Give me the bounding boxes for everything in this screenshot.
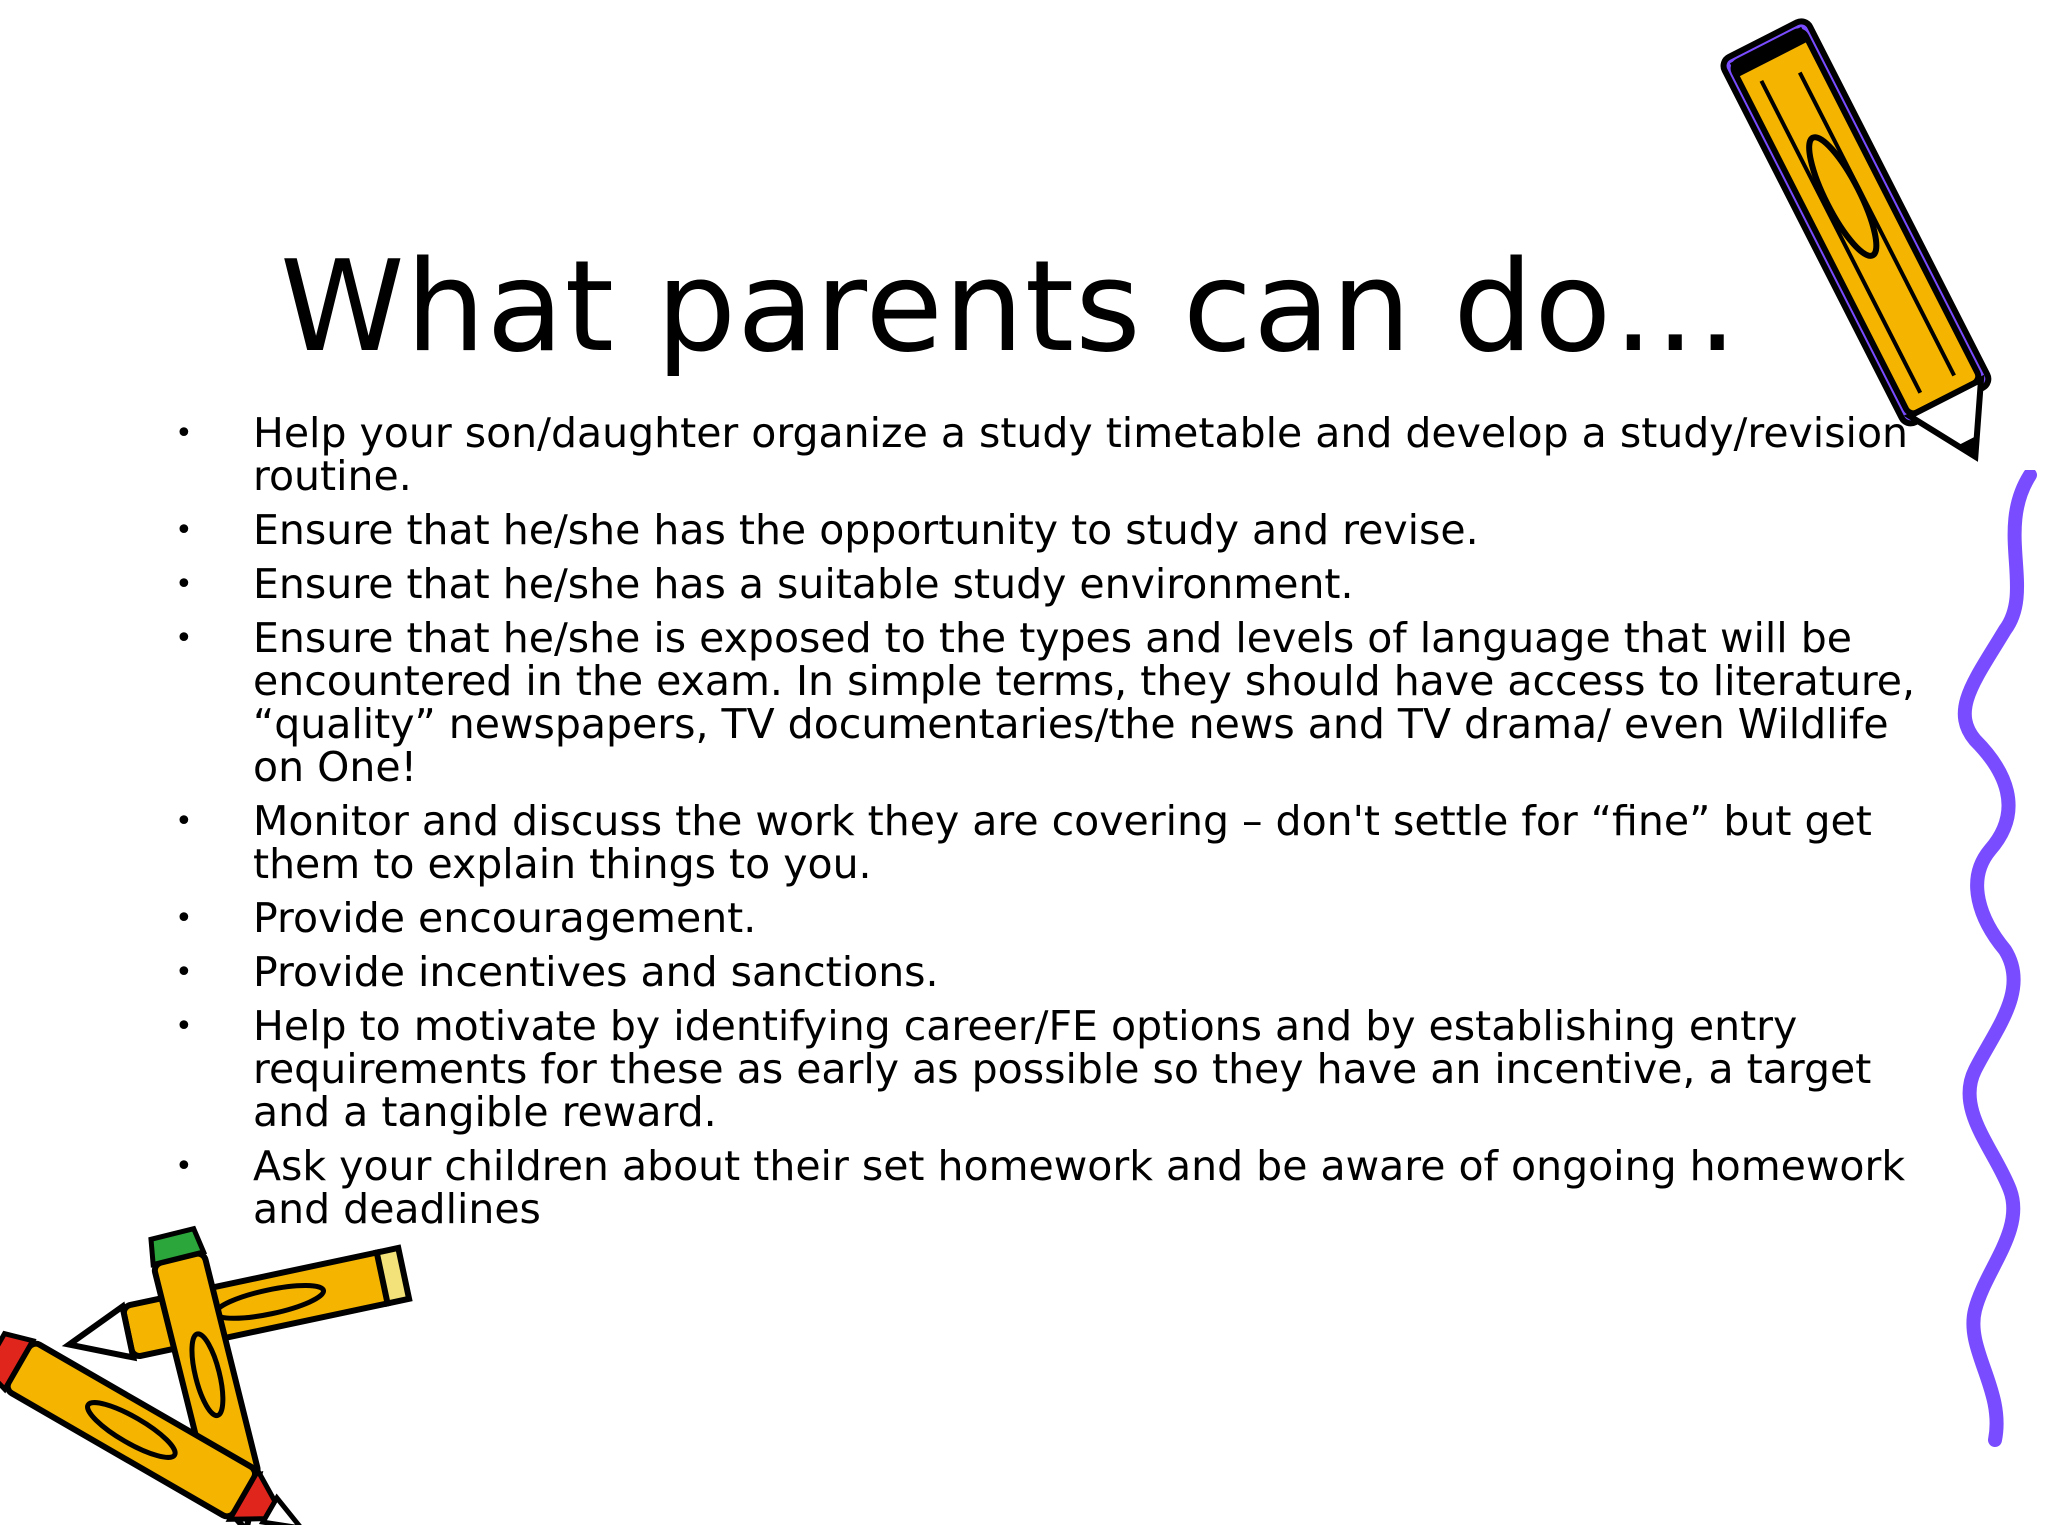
bullet-marker: • xyxy=(175,621,193,656)
bullet-text: Ask your children about their set homework and be aware of ongoing homework and deadlines xyxy=(253,1142,1906,1233)
bullet-text: Help to motivate by identifying career/FE options and by establishing entry requirements for these as early as possible so they have an incentive, a target and a tangible reward. xyxy=(253,1002,1872,1136)
bullet-item xyxy=(175,614,1935,791)
bullet-text: Provide incentives and sanctions. xyxy=(253,948,939,996)
bullet-marker: • xyxy=(175,901,193,936)
bullet-text: Ensure that he/she has the opportunity to study and revise. xyxy=(253,506,1479,554)
bullet-marker: • xyxy=(175,955,193,990)
slide-title: What parents can do… xyxy=(280,233,1740,380)
bullet-item xyxy=(175,1002,1935,1136)
bullet-item xyxy=(175,894,1935,942)
bullet-marker: • xyxy=(175,567,193,602)
bullet-text: Monitor and discuss the work they are covering – don't settle for “fine” but get them to explain things to you. xyxy=(253,797,1872,888)
bullet-item xyxy=(175,409,1935,500)
pencil-pile-icon xyxy=(0,1225,420,1525)
bullet-marker: • xyxy=(175,1149,193,1184)
bullet-item xyxy=(175,948,1935,996)
bullet-item xyxy=(175,560,1935,608)
bullet-text: Ensure that he/she has a suitable study environment. xyxy=(253,560,1354,608)
bullet-list xyxy=(175,409,1935,1242)
bullet-item xyxy=(175,1142,1935,1233)
bullet-marker: • xyxy=(175,416,193,451)
bullet-text: Ensure that he/she is exposed to the types and levels of language that will be encountered in the exam. In simple terms, they should have access to literature, “quality” newspapers, TV documentaries/the news and TV drama/ even Wildlife on One! xyxy=(253,614,1916,791)
squiggle-border-icon xyxy=(1935,470,2048,1450)
bullet-item xyxy=(175,506,1935,554)
bullet-marker: • xyxy=(175,513,193,548)
bullet-marker: • xyxy=(175,804,193,839)
bullet-marker: • xyxy=(175,1009,193,1044)
bullet-item xyxy=(175,797,1935,888)
bullet-text: Provide encouragement. xyxy=(253,894,757,942)
bullet-text: Help your son/daughter organize a study timetable and develop a study/revision routine. xyxy=(253,409,1909,500)
